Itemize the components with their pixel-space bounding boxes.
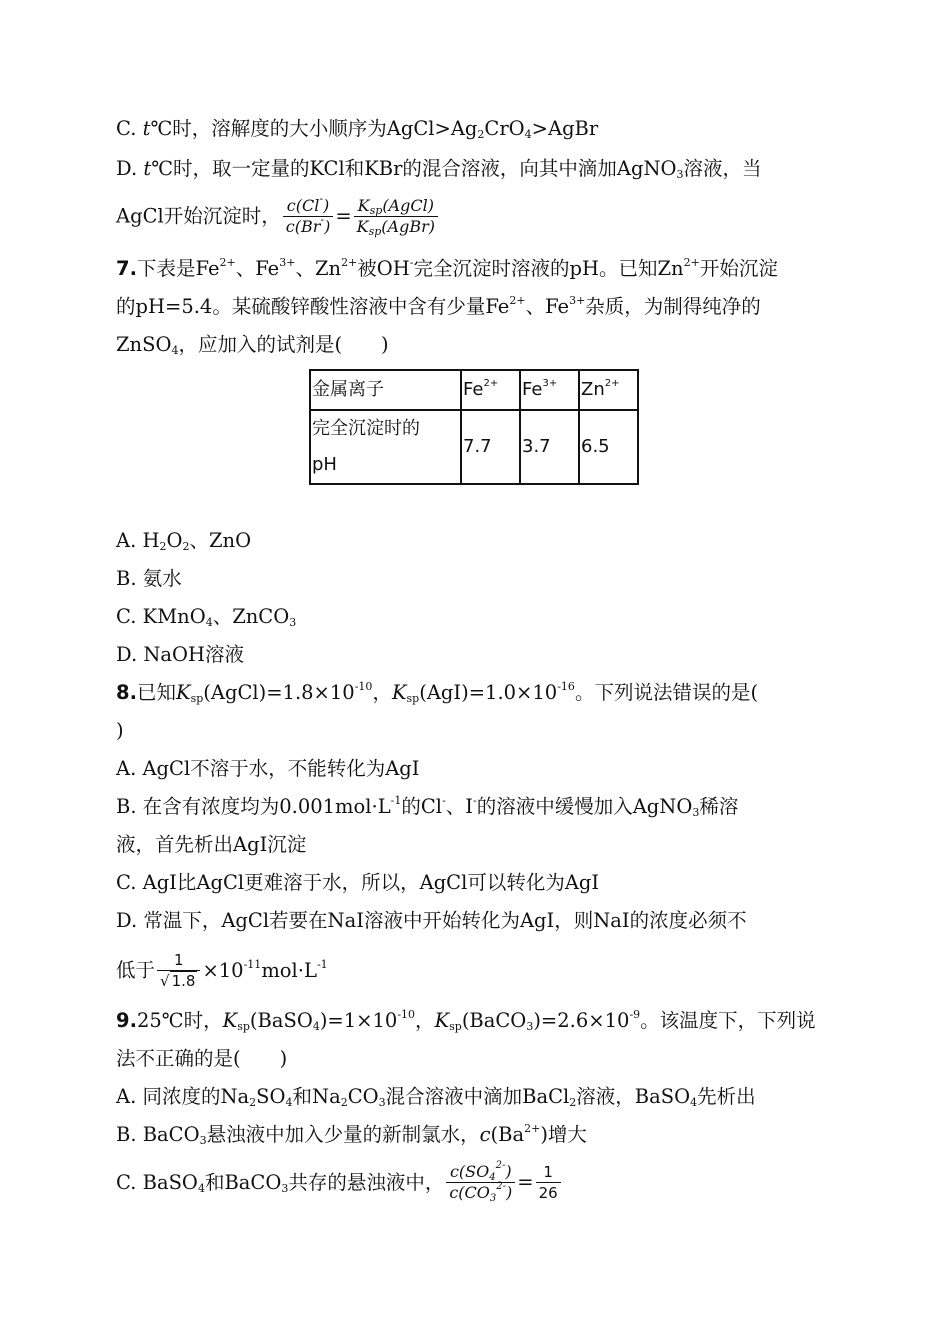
q6-option-c: C. t℃时，溶解度的大小顺序为$AgCl>Ag_2CrO_4>AgBr$: [116, 117, 599, 141]
q9-stem-line2: 法不正确的是( ): [116, 1047, 288, 1070]
q8-number: 8.: [116, 681, 137, 704]
table-header-row: [310, 370, 638, 410]
q9-fraction-rhs: $\frac{1}{26}$: [536, 1162, 561, 1203]
q6-option-d-line2: AgCl开始沉淀时， $\frac{c(Cl^-)}{c(Br^-)}$ = $\frac{K_{sp}(AgCl)}{K_{sp}(AgBr)}$: [116, 196, 440, 237]
q8-option-a: A. AgCl不溶于水，不能转化为AgI: [116, 757, 420, 780]
q8-option-b-line2: 液，首先析出AgI沉淀: [116, 833, 307, 856]
table-header-fe2: $Fe^{2+}$: [461, 370, 520, 410]
q9-option-c: C. BaSO$_4$和BaCO$_3$共存的悬浊液中， $\frac{c(SO_4^{2-})}{c(CO_3^{2-})}$ = $\frac{1}{26}$: [116, 1162, 563, 1203]
q8-stem-line1: 8.已知$K_{sp}(AgCl)=1.8\times 10^{-10}$，$K_{sp}(AgI)=1.0\times 10^{-16}$。下列说法错误的是(: [116, 680, 759, 705]
q6-option-d-line1: D. t℃时，取一定量的KCl和KBr的混合溶液，向其中滴加AgNO$_3$溶液，当: [116, 157, 762, 181]
q6-fraction-rhs: $\frac{K_{sp}(AgCl)}{K_{sp}(AgBr)}$: [354, 196, 438, 237]
q9-option-b: B. BaCO$_3$悬浊液中加入少量的新制氯水，$c(Ba^{2+})$增大: [116, 1122, 587, 1147]
q7-stem-line3: ZnSO$_4$，应加入的试剂是( ): [116, 333, 389, 357]
table-row: [310, 410, 638, 484]
q7-number: 7.: [116, 257, 137, 280]
q8-fraction: $\frac{1}{√ 1.8}$: [157, 950, 200, 991]
table-cell-fe3: 3.7: [520, 410, 579, 484]
q8-option-d-line2: 低于 $\frac{1}{√ 1.8}$ $\times 10^{-11}mol\cdot L^{-1}$: [116, 951, 328, 990]
q7-ph-table: [309, 369, 639, 485]
table-cell-fe2: 7.7: [461, 410, 520, 484]
q7-stem-line1: 7.下表是$Fe^{2+}$、$Fe^{3+}$、$Zn^{2+}$被OH-完全沉淀时溶液的pH。已知$Zn^{2+}$开始沉淀: [116, 256, 778, 280]
q8-option-d-line1: D. 常温下，AgCl若要在NaI溶液中开始转化为AgI，则NaI的浓度必须不: [116, 909, 747, 932]
q9-option-a: A. 同浓度的$Na_2SO_4$和$Na_2CO_3$混合溶液中滴加BaCl$_2$溶液，BaSO$_4$先析出: [116, 1085, 756, 1109]
table-header-zn2: $Zn^{2+}$: [579, 370, 638, 410]
q7-stem-line2: 的pH=5.4。某硫酸锌酸性溶液中含有少量$Fe^{2+}$、$Fe^{3+}$杂质，为制得纯净的: [116, 294, 761, 318]
q8-option-b-line1: B. 在含有浓度均为$0.001mol\cdot L^{-1}$的Cl-、I-的溶液中缓慢加入AgNO$_3$稀溶: [116, 794, 739, 819]
q8-stem-line2: ): [116, 719, 124, 742]
q9-number: 9.: [116, 1009, 137, 1032]
table-header-metal-ion: 金属离子: [310, 370, 461, 410]
q9-stem-line1: 9.25℃时，$K_{sp}(BaSO_4)=1\times 10^{-10}$，$K_{sp}(BaCO_3)=2.6\times 10^{-9}$。该温度下，下列说: [116, 1008, 816, 1033]
q7-option-c: C. KMnO$_4$、ZnCO$_3$: [116, 605, 297, 629]
q7-option-b: B. 氨水: [116, 567, 182, 590]
table-header-fe3: $Fe^{3+}$: [520, 370, 579, 410]
q7-option-a: A. $H_2O_2$、ZnO: [116, 529, 252, 553]
q9-fraction-lhs: $\frac{c(SO_4^{2-})}{c(CO_3^{2-})}$: [446, 1162, 515, 1203]
table-row-label: 完全沉淀时的 pH: [310, 410, 461, 484]
q6-fraction-lhs: $\frac{c(Cl^-)}{c(Br^-)}$: [283, 196, 334, 237]
q8-option-c: C. AgI比AgCl更难溶于水，所以，AgCl可以转化为AgI: [116, 871, 600, 894]
q7-option-d: D. NaOH溶液: [116, 643, 245, 666]
table-cell-zn2: 6.5: [579, 410, 638, 484]
